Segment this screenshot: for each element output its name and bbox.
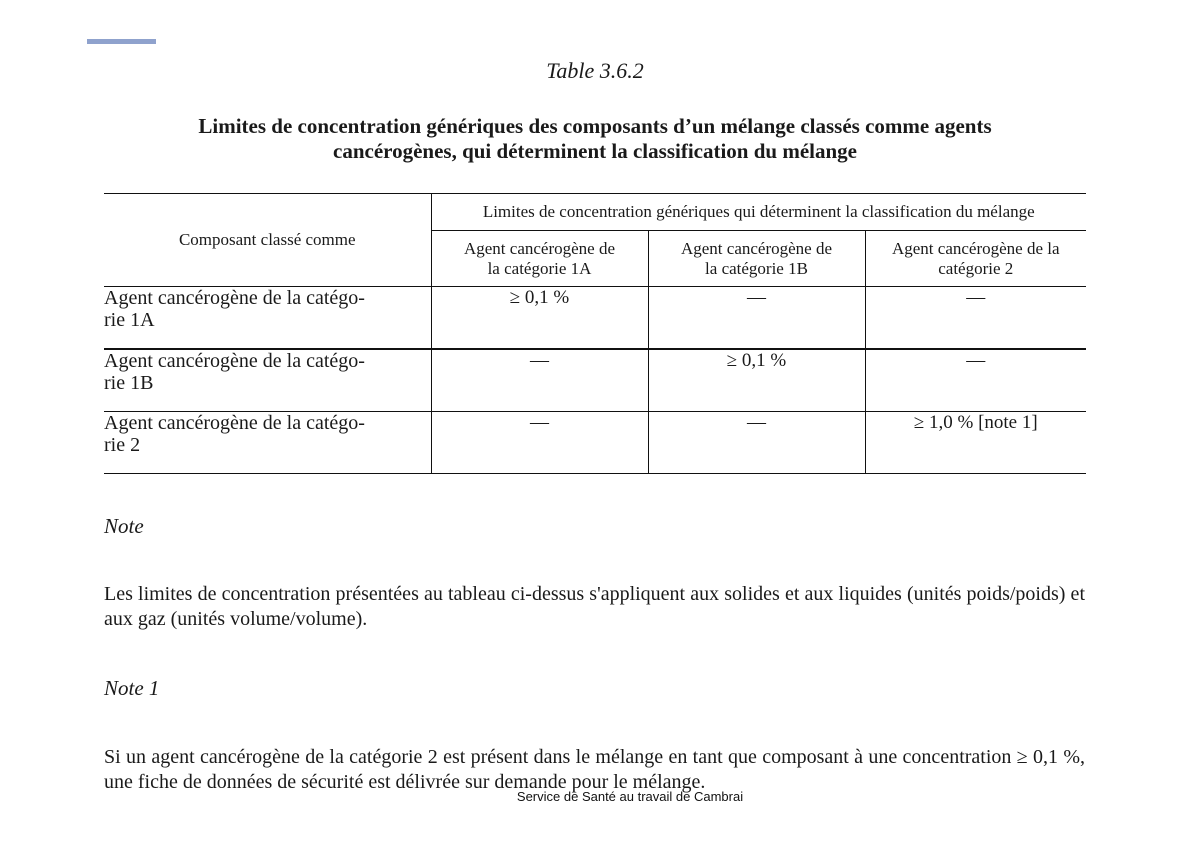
table-cell: — xyxy=(648,412,865,474)
header-line: Agent cancérogène de xyxy=(463,238,616,258)
table-cell: — xyxy=(648,287,865,350)
table-cell: ≥ 1,0 % [note 1] xyxy=(865,412,1086,474)
header-line: la catégorie 1B xyxy=(705,258,808,278)
table-title-line-1: Limites de concentration génériques des composants d’un mélange classés comme agents xyxy=(198,114,992,138)
row-label-line: rie 1B xyxy=(104,372,154,394)
page-footer: Service de Santé au travail de Cambrai xyxy=(516,789,744,804)
header-category-1a xyxy=(431,231,648,287)
table-cell: — xyxy=(865,349,1086,412)
note1-heading: Note 1 xyxy=(104,676,160,700)
note-text: Les limites de concentration présentées au tableau ci-dessus s'appliquent aux solides et aux liquides (unités poids/poids) et aux gaz (unités volume/volume). xyxy=(104,583,1085,630)
table-cell: — xyxy=(431,412,648,474)
row-label-line: Agent cancérogène de la catégo- xyxy=(104,350,365,372)
header-line: Agent cancérogène de xyxy=(680,238,833,258)
table-cell: ≥ 0,1 % xyxy=(648,349,865,412)
table-row xyxy=(104,412,1086,474)
accent-bar xyxy=(87,39,156,44)
row-label xyxy=(104,349,431,412)
table-cell: ≥ 0,1 % xyxy=(431,287,648,350)
table-cell: — xyxy=(431,349,648,412)
table-cell: — xyxy=(865,287,1086,350)
table-label: Table 3.6.2 xyxy=(546,58,644,83)
table-title xyxy=(120,114,1070,164)
concentration-limits-table xyxy=(104,193,1086,474)
header-category-2 xyxy=(865,231,1086,287)
header-line: catégorie 2 xyxy=(938,258,1014,278)
header-group: Limites de concentration génériques qui déterminent la classification du mélange xyxy=(431,194,1086,231)
table-title-line-2: cancérogènes, qui déterminent la classification du mélange xyxy=(333,139,857,163)
note1-text: Si un agent cancérogène de la catégorie 2 est présent dans le mélange en tant que composant à une concentration ≥ 0,1 %, une fiche de données de sécurité est délivrée sur demande pour le mélange. xyxy=(104,746,1085,793)
row-label xyxy=(104,287,431,350)
header-category-1b xyxy=(648,231,865,287)
header-component: Composant classé comme xyxy=(104,194,431,287)
row-label-line: Agent cancérogène de la catégo- xyxy=(104,287,365,309)
row-label-line: Agent cancérogène de la catégo- xyxy=(104,412,365,434)
table-row xyxy=(104,287,1086,350)
header-line: la catégorie 1A xyxy=(487,258,592,278)
header-line: Agent cancérogène de la xyxy=(891,238,1060,258)
row-label-line: rie 1A xyxy=(104,309,155,331)
note-heading: Note xyxy=(104,514,144,538)
header-row-1 xyxy=(104,194,1086,231)
row-label-line: rie 2 xyxy=(104,434,141,456)
row-label xyxy=(104,412,431,474)
table-row xyxy=(104,349,1086,412)
